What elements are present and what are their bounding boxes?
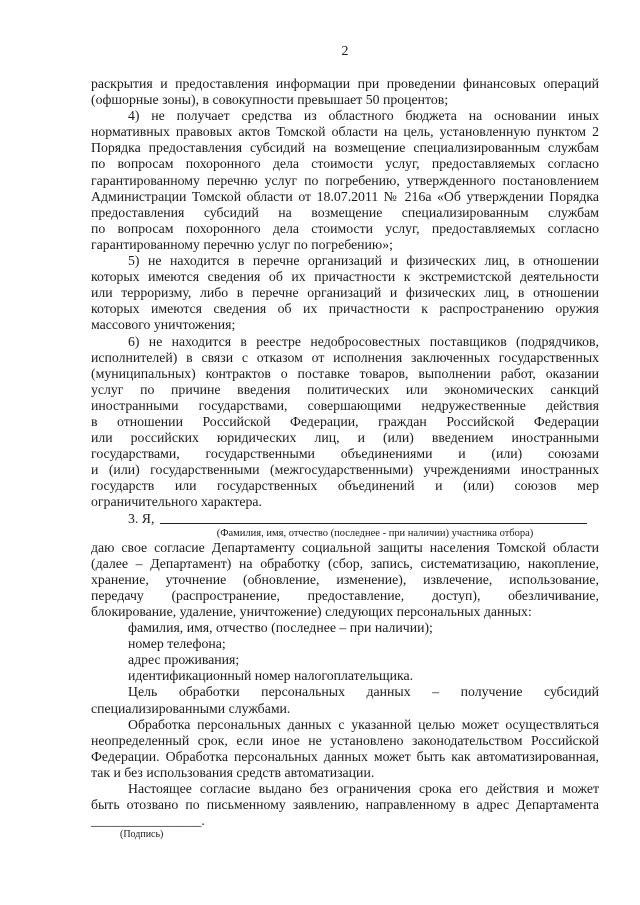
document-body bbox=[91, 76, 599, 841]
paragraph-item-6 bbox=[91, 334, 599, 511]
text-line: исполнителей) в связи с отказом от исполнения заключенных государственных bbox=[91, 349, 599, 365]
list-item: номер телефона; bbox=[128, 636, 226, 652]
list-item: фамилия, имя, отчество (последнее – при наличии); bbox=[128, 620, 433, 636]
text-line: которых имеются сведения об их причастности к распространению оружия bbox=[91, 301, 599, 317]
text-line: которых имеются сведения об их причастности к экстремистской деятельности bbox=[91, 269, 599, 285]
paragraph-continued bbox=[91, 76, 599, 108]
text-line: Цель обработки персональных данных – получение субсидий bbox=[128, 684, 599, 700]
signature-block bbox=[91, 813, 599, 841]
text-line: раскрытия и предоставления информации при проведении финансовых операций bbox=[91, 76, 599, 91]
signature-caption: (Подпись) bbox=[120, 829, 164, 841]
text-line: Обработка персональных данных с указанной целью может осуществляться bbox=[128, 716, 599, 732]
text-line: и (или) государственными (межгосударственными) учреждениями иностранных bbox=[91, 462, 599, 478]
list-item: адрес проживания; bbox=[128, 652, 240, 668]
text-line: по вопросам похоронного дела стоимости услуг, предоставляемых согласно bbox=[91, 220, 599, 236]
text-line: массового уничтожения; bbox=[91, 317, 236, 333]
paragraph-item-4 bbox=[91, 108, 599, 253]
text-line: специализированными службами. bbox=[91, 700, 291, 716]
signature-blank: ________________. bbox=[91, 813, 205, 829]
consent-name-row bbox=[91, 511, 599, 527]
text-line: в отношении Российской Федерации, граждан Российской Федерации bbox=[91, 413, 599, 429]
consent-prefix: 3. Я, bbox=[128, 510, 155, 526]
text-line: гарантированному перечню услуг по погребению, утвержденного постановлением bbox=[91, 172, 599, 188]
paragraph-validity bbox=[91, 781, 599, 813]
text-line: ограничительного характера. bbox=[91, 494, 262, 510]
name-blank-line bbox=[160, 511, 587, 525]
text-line: (муниципальных) контрактов о поставке товаров, выполнении работ, оказании bbox=[91, 365, 599, 381]
paragraph-consent bbox=[91, 511, 599, 621]
text-line: или российских юридических лиц, и (или) введением иностранными bbox=[91, 430, 599, 446]
page-number: 2 bbox=[341, 44, 349, 59]
text-line: государств или государственных объединений и (или) союзов мер bbox=[91, 478, 599, 494]
paragraph-processing-term bbox=[91, 717, 599, 781]
text-line: государствами, государственными объединениями и (или) союзами bbox=[91, 446, 599, 462]
text-line: гарантированному перечню услуг по погребению»; bbox=[91, 236, 393, 252]
text-line: или терроризму, либо в перечне организаций и физических лиц, в отношении bbox=[91, 285, 599, 301]
text-line: предоставления субсидий на возмещение специализированным службам bbox=[91, 204, 599, 220]
text-line: 6) не находится в реестре недобросовестных поставщиков (подрядчиков, bbox=[128, 333, 599, 349]
name-caption: (Фамилия, имя, отчество (последнее - при наличии) участника отбора) bbox=[216, 527, 534, 539]
text-line: нормативных правовых актов Томской области на цель, установленную пунктом 2 bbox=[91, 124, 599, 140]
text-line: Порядка предоставления субсидий на возмещение специализированным службам bbox=[91, 140, 599, 156]
text-line: (далее – Департамент) на обработку (сбор, запись, систематизацию, накопление, bbox=[91, 555, 599, 571]
paragraph-purpose bbox=[91, 684, 599, 716]
text-line: по вопросам похоронного дела стоимости услуг, предоставляемых согласно bbox=[91, 156, 599, 172]
text-line: даю свое согласие Департаменту социальной защиты населения Томской области bbox=[91, 539, 599, 555]
text-line: быть отозвано по письменному заявлению, направленному в адрес Департамента bbox=[91, 797, 599, 813]
text-line: передачу (распространение, предоставление, доступ), обезличивание, bbox=[91, 587, 599, 603]
text-line: услуг по причине введения политических или экономических санкций bbox=[91, 381, 599, 397]
text-line: так и без использования средств автоматизации. bbox=[91, 764, 375, 780]
list-item: идентификационный номер налогоплательщика. bbox=[128, 668, 414, 684]
text-line: 5) не находится в перечне организаций и физических лиц, в отношении bbox=[128, 253, 599, 269]
text-line: 4) не получает средства из областного бюджета на основании иных bbox=[128, 108, 599, 124]
text-line: иностранными государствами, совершающими недружественные действия bbox=[91, 397, 599, 413]
paragraph-item-5 bbox=[91, 253, 599, 333]
text-line: Администрации Томской области от 18.07.2011 № 216а «Об утверждении Порядка bbox=[91, 188, 599, 204]
text-line: (офшорные зоны), в совокупности превышает 50 процентов; bbox=[91, 92, 449, 108]
text-line: Федерации. Обработка персональных данных может быть как автоматизированная, bbox=[91, 748, 599, 764]
text-line: блокирование, удаление, уничтожение) следующих персональных данных: bbox=[91, 604, 532, 619]
text-line: хранение, уточнение (обновление, изменение), извлечение, использование, bbox=[91, 571, 599, 587]
personal-data-list bbox=[91, 620, 599, 684]
text-line: неопределенный срок, если иное не установлено законодательством Российской bbox=[91, 732, 599, 748]
text-line: Настоящее согласие выдано без ограничения срока его действия и может bbox=[128, 781, 599, 797]
